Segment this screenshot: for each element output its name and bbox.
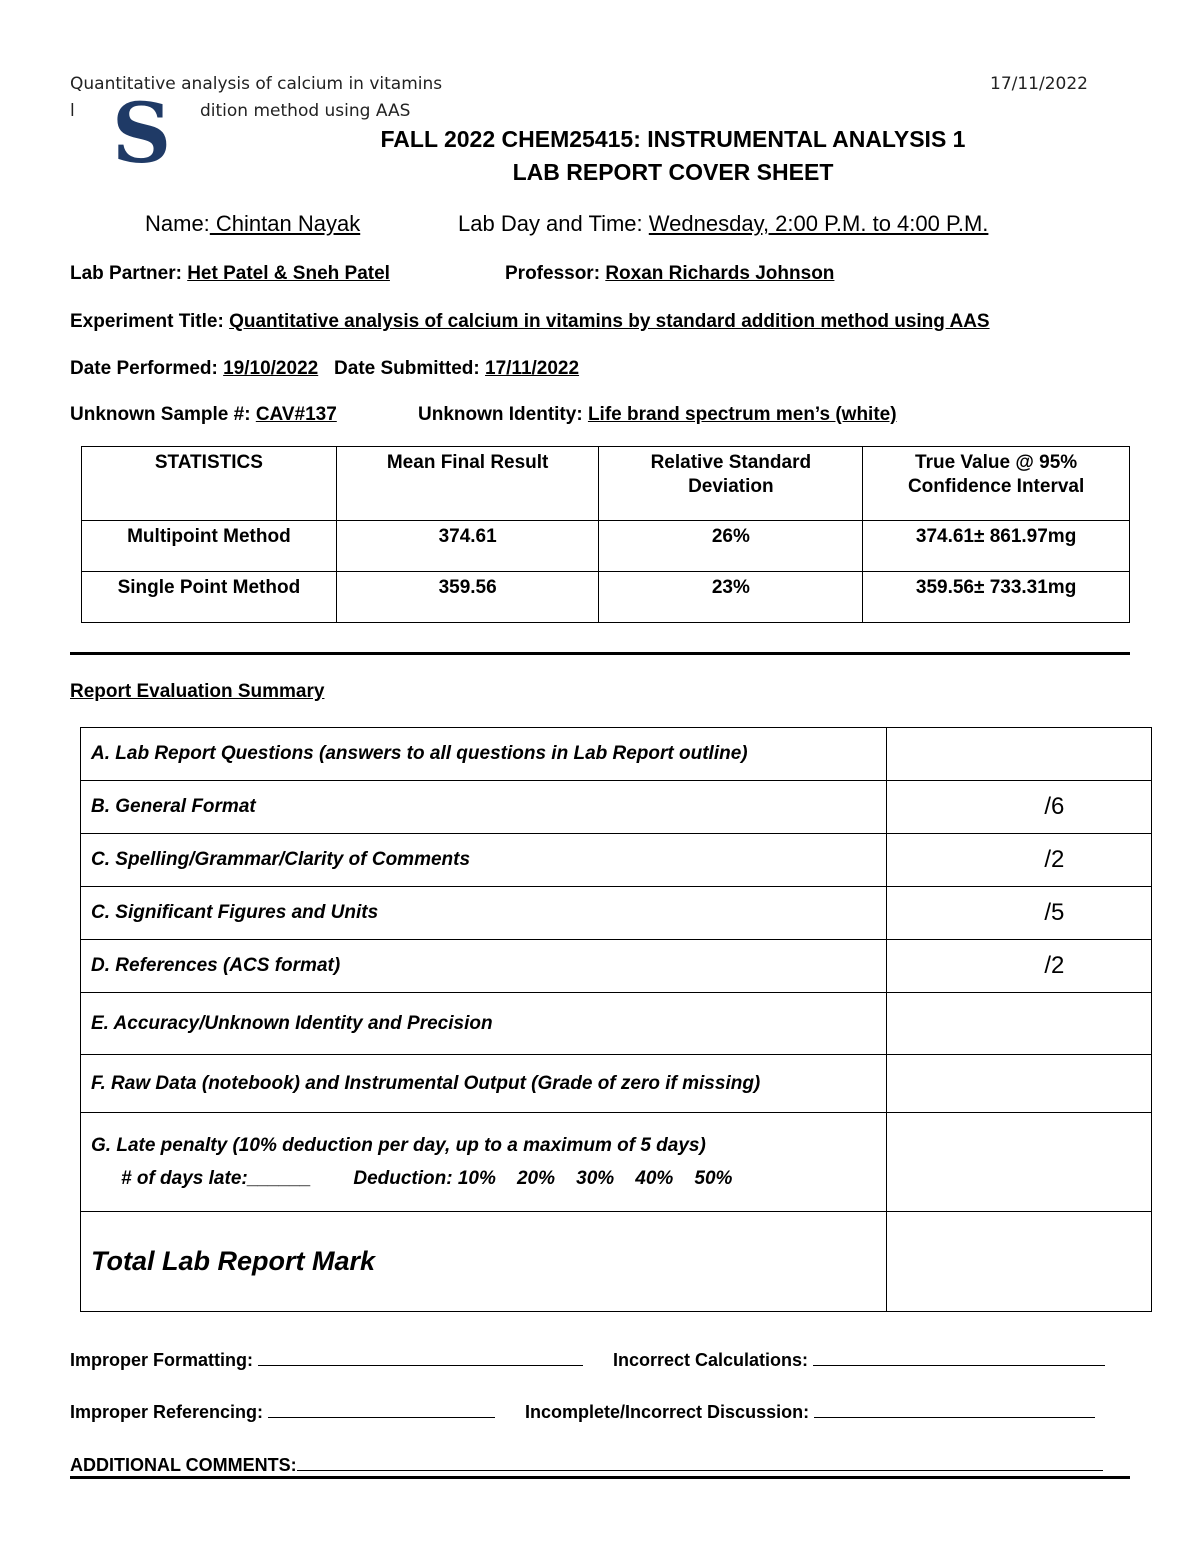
table-cell: 359.56: [336, 572, 599, 623]
additional-comments-field: [70, 1452, 1103, 1476]
table-row: [81, 1212, 1152, 1312]
table-row: [81, 728, 1152, 781]
late-penalty-cell: [81, 1113, 887, 1212]
table-row: [81, 834, 1152, 887]
days-late-field: # of days late:______: [121, 1168, 312, 1189]
evaluation-item-score: /2: [887, 834, 1152, 887]
incorrect-calculations-blank[interactable]: [813, 1347, 1105, 1366]
date-performed-label: Date Performed:: [70, 358, 218, 379]
date-submitted-label: Date Submitted:: [334, 358, 480, 379]
improper-formatting-field: [70, 1347, 583, 1371]
table-cell: 374.61± 861.97mg: [863, 521, 1130, 572]
evaluation-item-label: F. Raw Data (notebook) and Instrumental Output (Grade of zero if missing): [81, 1055, 887, 1113]
evaluation-item-score: /5: [887, 887, 1152, 940]
table-row: [81, 940, 1152, 993]
table-header-row: [82, 447, 1130, 521]
evaluation-item-label: C. Spelling/Grammar/Clarity of Comments: [81, 834, 887, 887]
lab-day-value: Wednesday, 2:00 P.M. to 4:00 P.M.: [648, 211, 989, 236]
lab-partner-label: Lab Partner:: [70, 263, 182, 284]
evaluation-item-score: /6: [887, 781, 1152, 834]
improper-formatting-blank[interactable]: [258, 1347, 583, 1366]
experiment-title-field: [70, 311, 990, 333]
incomplete-discussion-field: [525, 1399, 1095, 1423]
header-doc-title: Quantitative analysis of calcium in vitamins: [70, 74, 443, 94]
total-mark-label: Total Lab Report Mark: [81, 1212, 887, 1312]
additional-comments-blank[interactable]: [297, 1452, 1103, 1471]
evaluation-item-label: C. Significant Figures and Units: [81, 887, 887, 940]
professor-value: Roxan Richards Johnson: [605, 263, 835, 284]
incorrect-calculations-label: Incorrect Calculations:: [613, 1350, 809, 1370]
professor-label: Professor:: [505, 263, 601, 284]
late-penalty-label: G. Late penalty (10% deduction per day, up to a maximum of 5 days): [91, 1135, 706, 1156]
table-row: [81, 887, 1152, 940]
date-submitted-value: 17/11/2022: [485, 358, 580, 379]
evaluation-item-score: /2: [887, 940, 1152, 993]
unknown-sample-field: [70, 404, 337, 426]
table-cell: 26%: [599, 521, 863, 572]
unknown-identity-field: [418, 404, 897, 426]
table-row: [82, 521, 1130, 572]
table-row: [81, 781, 1152, 834]
section-divider: [70, 652, 1130, 655]
dates-field: [70, 358, 579, 380]
table-cell: Single Point Method: [82, 572, 337, 623]
header-doc-title-line2: dition method using AAS: [200, 101, 411, 121]
table-cell: 359.56± 733.31mg: [863, 572, 1130, 623]
table-header-cell: Mean Final Result: [336, 447, 599, 521]
deduction-options: Deduction: 10% 20% 30% 40% 50%: [353, 1168, 733, 1189]
bottom-divider: [70, 1476, 1130, 1479]
statistics-table: [81, 446, 1130, 623]
unknown-identity-value: Life brand spectrum men’s (white): [587, 404, 897, 425]
unknown-sample-label: Unknown Sample #:: [70, 404, 251, 425]
lab-day-field: [458, 211, 988, 237]
lab-partner-value: Het Patel & Sneh Patel: [187, 263, 390, 284]
experiment-title-label: Experiment Title:: [70, 311, 224, 332]
improper-referencing-label: Improper Referencing:: [70, 1402, 264, 1422]
page-title: FALL 2022 CHEM25415: INSTRUMENTAL ANALYSIS 1: [380, 126, 966, 152]
evaluation-heading-text: Report Evaluation Summary: [70, 681, 325, 702]
evaluation-item-label: B. General Format: [81, 781, 887, 834]
evaluation-item-score: [887, 728, 1152, 781]
evaluation-item-score: [887, 1055, 1152, 1113]
evaluation-item-label: D. References (ACS format): [81, 940, 887, 993]
incorrect-calculations-field: [613, 1347, 1105, 1371]
unknown-sample-value: CAV#137: [255, 404, 337, 425]
college-logo: S: [112, 86, 172, 182]
table-header-cell: True Value @ 95% Confidence Interval: [863, 447, 1130, 521]
date-performed-value: 19/10/2022: [223, 358, 319, 379]
table-header-cell: Relative Standard Deviation: [599, 447, 863, 521]
table-row: [81, 1055, 1152, 1113]
additional-comments-label: ADDITIONAL COMMENTS:: [70, 1455, 297, 1475]
incomplete-discussion-blank[interactable]: [814, 1399, 1095, 1418]
name-value: Chintan Nayak: [209, 211, 361, 236]
table-row: [81, 993, 1152, 1055]
professor-field: [505, 263, 834, 285]
table-row: [82, 572, 1130, 623]
late-penalty-details: [91, 1162, 876, 1195]
evaluation-table: [80, 727, 1152, 1312]
header-date: 17/11/2022: [990, 74, 1088, 94]
improper-referencing-blank[interactable]: [268, 1399, 495, 1418]
late-penalty-score: [887, 1113, 1152, 1212]
table-cell: 374.61: [336, 521, 599, 572]
name-label: Name:: [145, 211, 210, 236]
lab-day-label: Lab Day and Time:: [458, 211, 643, 236]
name-field: [145, 211, 360, 237]
table-cell: 23%: [599, 572, 863, 623]
improper-referencing-field: [70, 1399, 495, 1423]
evaluation-item-score: [887, 993, 1152, 1055]
evaluation-heading: [70, 681, 324, 703]
experiment-title-value: Quantitative analysis of calcium in vitamins by standard addition method using AAS: [229, 311, 990, 332]
table-cell: Multipoint Method: [82, 521, 337, 572]
table-row: [81, 1113, 1152, 1212]
total-mark-score: [887, 1212, 1152, 1312]
header-doc-title-cont: l: [70, 101, 75, 121]
unknown-identity-label: Unknown Identity:: [418, 404, 583, 425]
evaluation-item-label: A. Lab Report Questions (answers to all questions in Lab Report outline): [81, 728, 887, 781]
lab-partner-field: [70, 263, 390, 285]
evaluation-item-label: E. Accuracy/Unknown Identity and Precision: [81, 993, 887, 1055]
table-header-cell: STATISTICS: [82, 447, 337, 521]
page-subtitle: LAB REPORT COVER SHEET: [512, 159, 834, 185]
improper-formatting-label: Improper Formatting:: [70, 1350, 253, 1370]
incomplete-discussion-label: Incomplete/Incorrect Discussion:: [525, 1402, 810, 1422]
